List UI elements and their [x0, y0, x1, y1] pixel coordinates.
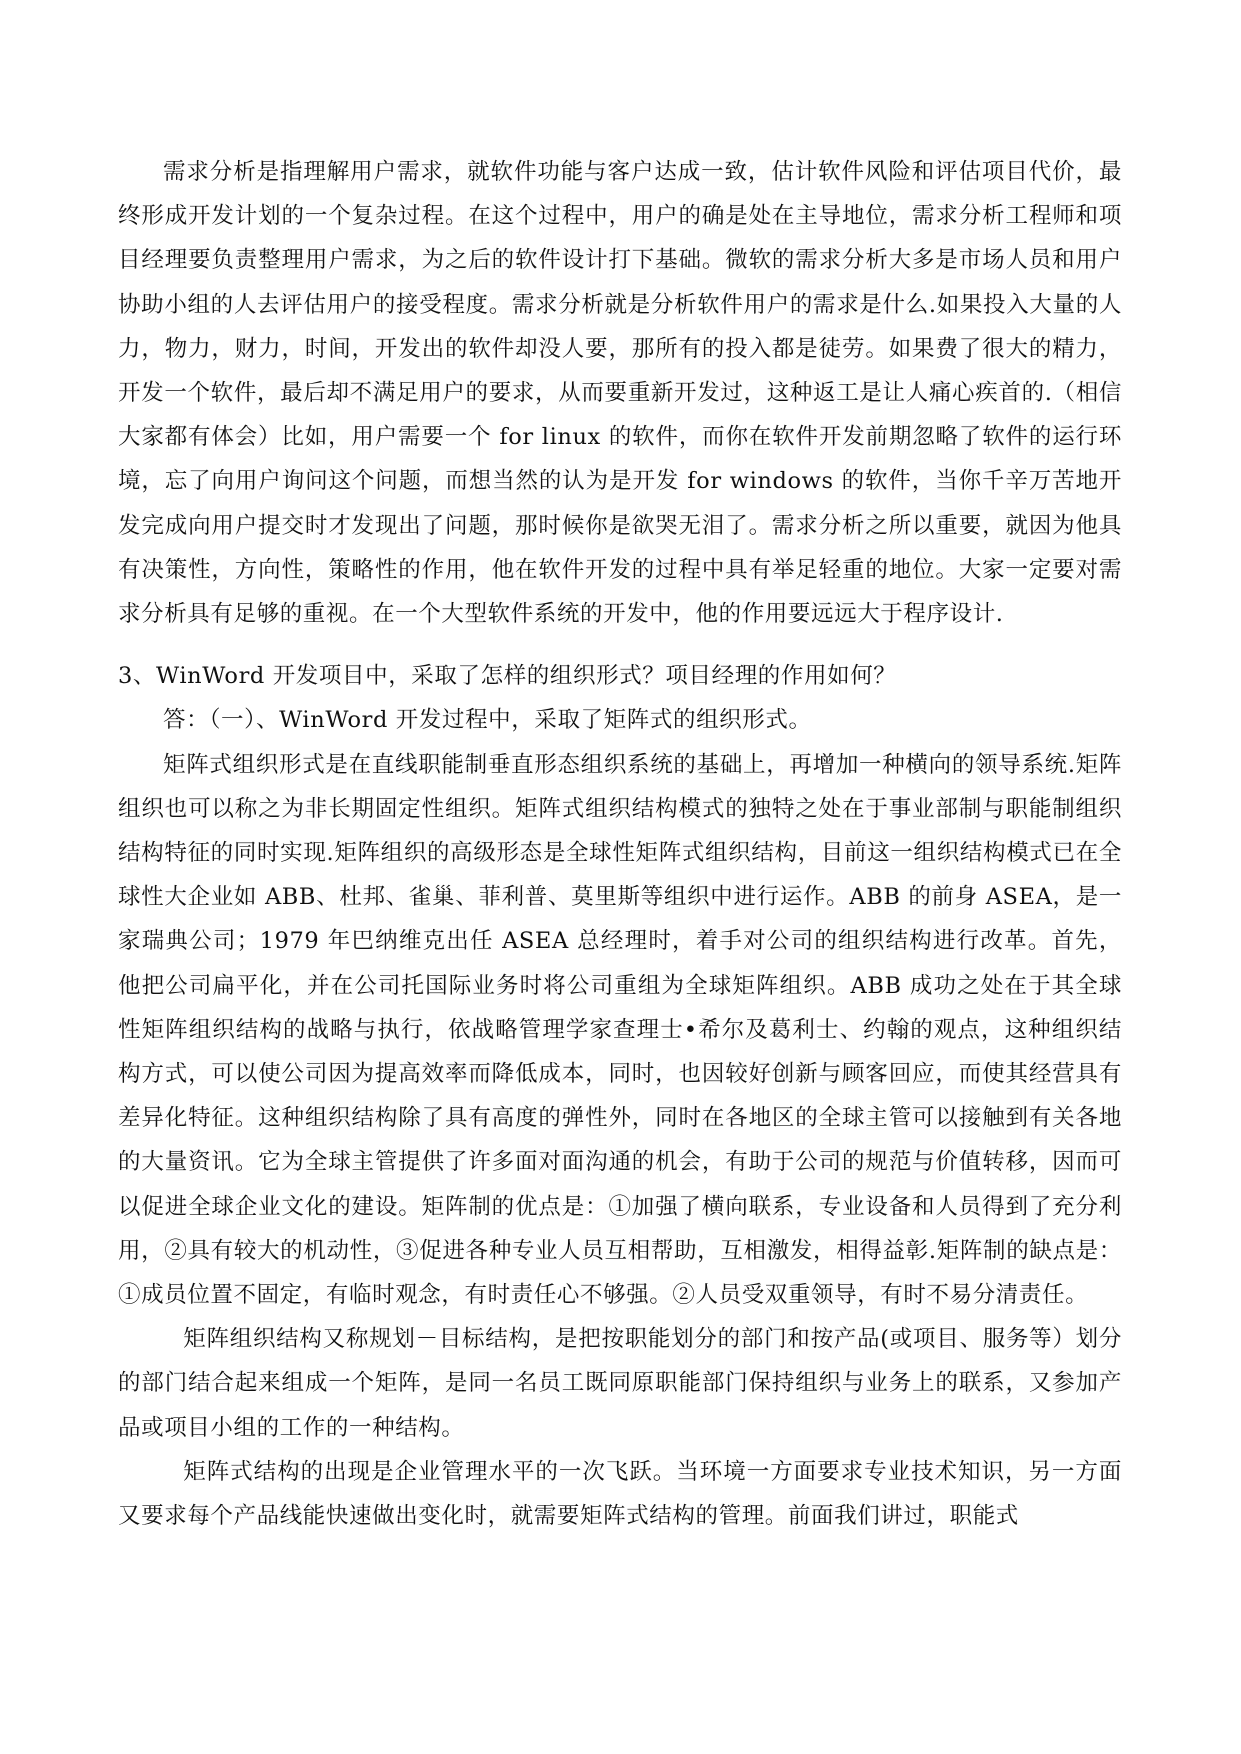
paragraph-matrix-structure-leap: 矩阵式结构的出现是企业管理水平的一次飞跃。当环境一方面要求专业技术知识，另一方面又要求每个产品线能快速做出变化时，就需要矩阵式结构的管理。前面我们讲过，职能式	[118, 1458, 1122, 1530]
paragraph-requirements-analysis: 需求分析是指理解用户需求，就软件功能与客户达成一致，估计软件风险和评估项目代价，最终形成开发计划的一个复杂过程。在这个过程中，用户的确是处在主导地位，需求分析工程师和项目经理要负责整理用户需求，为之后的软件设计打下基础。微软的需求分析大多是市场人员和用户协助小组的人去评估用户的接受程度。需求分析就是分析软件用户的需求是什么.如果投入大量的人力，物力，财力，时间，开发出的软件却没人要，那所有的投入都是徒劳。如果费了很大的精力，开发一个软件，最后却不满足用户的要求，从而要重新开发过，这种返工是让人痛心疾首的.（相信大家都有体会）比如，用户需要一个 for linux 的软件，而你在软件开发前期忽略了软件的运行环境，忘了向用户询问这个问题，而想当然的认为是开发 for windows 的软件，当你千辛万苦地开发完成向用户提交时才发现出了问题，那时候你是欲哭无泪了。需求分析之所以重要，就因为他具有决策性，方向性，策略性的作用，他在软件开发的过程中具有举足轻重的地位。大家一定要对需求分析具有足够的重视。在一个大型软件系统的开发中，他的作用要远远大于程序设计.	[118, 159, 1122, 628]
answer-part-1: 答：（一）、WinWord 开发过程中，采取了矩阵式的组织形式。	[163, 707, 812, 734]
question-3-heading: 3、WinWord 开发项目中，采取了怎样的组织形式？项目经理的作用如何？	[118, 663, 897, 690]
document-body	[118, 150, 1122, 1538]
paragraph-matrix-organization: 矩阵式组织形式是在直线职能制垂直形态组织系统的基础上，再增加一种横向的领导系统.矩阵组织也可以称之为非长期固定性组织。矩阵式组织结构模式的独特之处在于事业部制与职能制组织结构特征的同时实现.矩阵组织的高级形态是全球性矩阵式组织结构，目前这一组织结构模式已在全球性大企业如 ABB、杜邦、雀巢、菲利普、莫里斯等组织中进行运作。ABB 的前身 ASEA，是一家瑞典公司；1979 年巴纳维克出任 ASEA 总经理时，着手对公司的组织结构进行改革。首先，他把公司扁平化，并在公司托国际业务时将公司重组为全球矩阵组织。ABB 成功之处在于其全球性矩阵组织结构的战略与执行，依战略管理学家查理士•希尔及葛利士、约翰的观点，这种组织结构方式，可以使公司因为提高效率而降低成本，同时，也因较好创新与顾客回应，而使其经营具有差异化特征。这种组织结构除了具有高度的弹性外，同时在各地区的全球主管可以接触到有关各地的大量资讯。它为全球主管提供了许多面对面沟通的机会，有助于公司的规范与价值转移，因而可以促进全球企业文化的建设。矩阵制的优点是：①加强了横向联系，专业设备和人员得到了充分利用，②具有较大的机动性，③促进各种专业人员互相帮助，互相激发，相得益彰.矩阵制的缺点是：①成员位置不固定，有临时观念，有时责任心不够强。②人员受双重领导，有时不易分清责任。	[118, 751, 1122, 1309]
paragraph-matrix-structure-definition: 矩阵组织结构又称规划－目标结构，是把按职能划分的部门和按产品(或项目、服务等）划分的部门结合起来组成一个矩阵，是同一名员工既同原职能部门保持组织与业务上的联系，又参加产品或项目小组的工作的一种结构。	[118, 1326, 1122, 1441]
